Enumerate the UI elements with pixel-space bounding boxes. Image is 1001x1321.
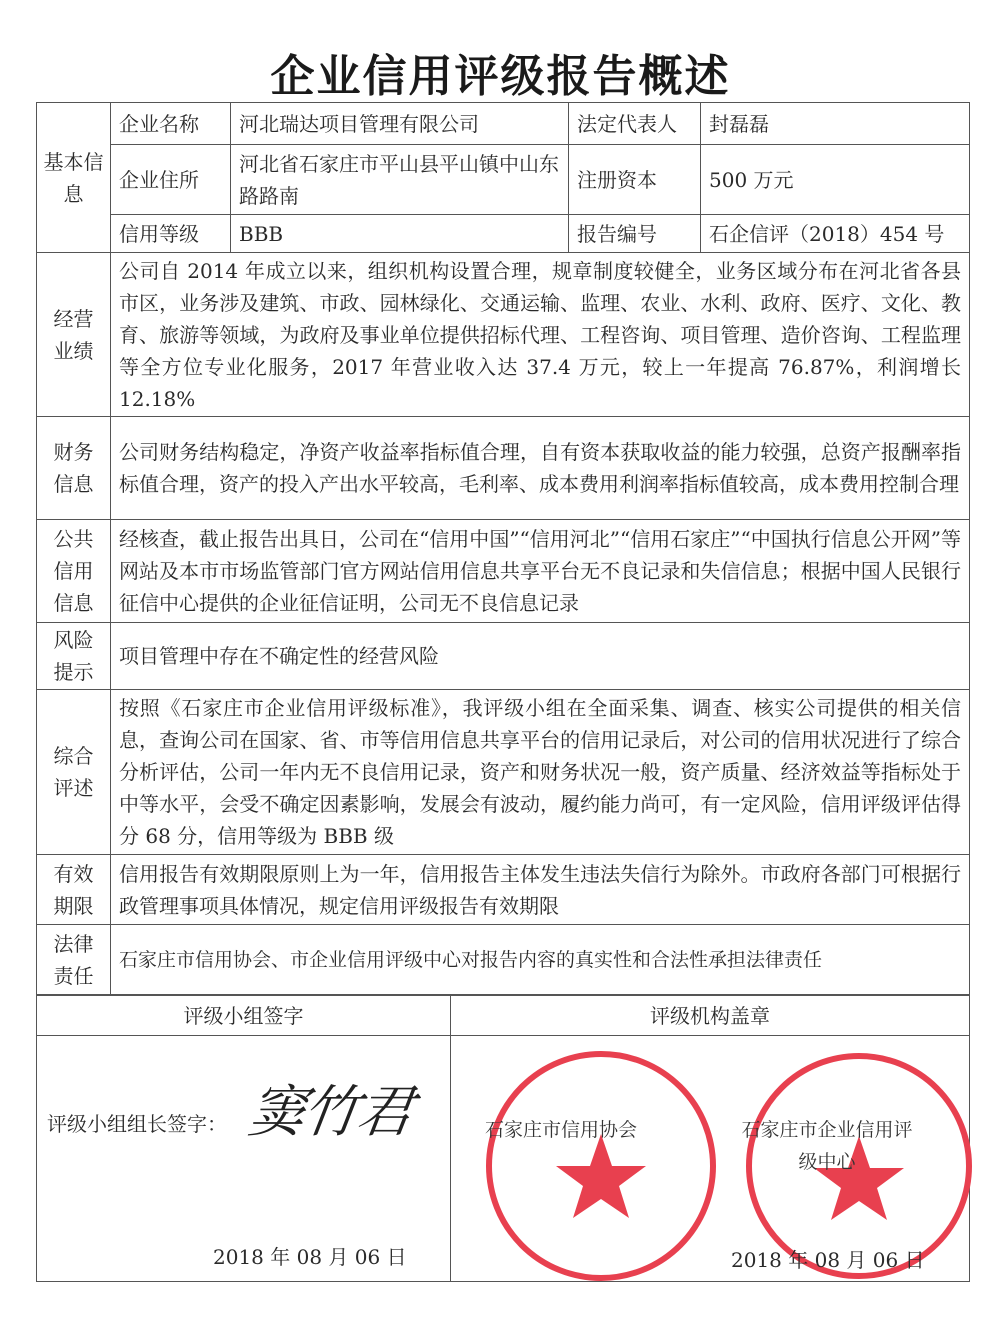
signature-header: 评级小组签字 [37,996,451,1036]
company-name: 河北瑞达项目管理有限公司 [231,103,569,145]
rating-label: 信用等级 [111,215,231,253]
left-date: 2018 年 08 月 06 日 [213,1245,407,1269]
legal-rep-label: 法定代表人 [569,103,701,145]
capital: 500 万元 [701,145,970,215]
leader-label: 评级小组组长签字： [47,1112,227,1136]
seal-area [451,1036,969,1281]
section-text: 项目管理中存在不确定性的经营风险 [111,623,970,690]
section-text: 公司自 2014 年成立以来，组织机构设置合理，规章制度较健全，业务区域分布在河北省各县市区，业务涉及建筑、市政、园林绿化、交通运输、监理、农业、水利、政府、医疗、文化、教育、旅游等领域，为政府及事业单位提供招标代理、工程咨询、项目管理、造价咨询、工程监理等全方位专业化服务，2017 年营业收入达 37.4 万元，较上一年提高 76.87%，利润增长 12.18% [111,253,970,417]
section-label: 公共信用信息 [37,520,111,623]
section-text: 公司财务结构稳定，净资产收益率指标值合理，自有资本获取收益的能力较强，总资产报酬率指标值合理，资产的投入产出水平较高，毛利率、成本费用利润率指标值较高，成本费用控制合理 [111,417,970,520]
seal-header: 评级机构盖章 [451,996,970,1036]
section-text: 信用报告有效期限原则上为一年，信用报告主体发生违法失信行为除外。市政府各部门可根据行政管理事项具体情况，规定信用评级报告有效期限 [111,855,970,925]
company-name-label: 企业名称 [111,103,231,145]
section-label: 综合评述 [37,690,111,855]
section-text: 石家庄市信用协会、市企业信用评级中心对报告内容的真实性和合法性承担法律责任 [111,925,970,995]
page-title: 企业信用评级报告概述 [270,51,731,102]
section-label: 法律责任 [37,925,111,995]
section-label: 风险提示 [37,623,111,690]
section-text: 经核查，截止报告出具日，公司在“信用中国”“信用河北”“信用石家庄”“中国执行信息公开网”等网站及本市市场监管部门官方网站信用信息共享平台无不良记录和失信信息；根据中国人民银行征信中心提供的企业征信证明，公司无不良信息记录 [111,520,970,623]
capital-label: 注册资本 [569,145,701,215]
address-label: 企业住所 [111,145,231,215]
org2-name: 石家庄市企业信用评级中心 [741,1119,913,1173]
legal-rep: 封磊磊 [701,103,970,145]
section-label: 财务信息 [37,417,111,520]
org1-name: 石家庄市信用协会 [485,1119,638,1141]
report-table [36,102,970,995]
rating: BBB [231,215,569,253]
address: 河北省石家庄市平山县平山镇中山东路路南 [231,145,569,215]
section-label: 经营业绩 [37,253,111,417]
handwritten-signature: 窦竹君 [244,1080,416,1145]
right-date: 2018 年 08 月 06 日 [731,1248,925,1272]
section-label-basic [37,103,111,253]
report-no: 石企信评（2018）454 号 [701,215,970,253]
section-label: 有效期限 [37,855,111,925]
section-label-basic-text: 基本信息 [43,149,104,206]
signature-area [37,1036,450,1281]
signature-table [36,995,970,1282]
association-seal [481,1046,721,1286]
section-text: 按照《石家庄市企业信用评级标准》，我评级小组在全面采集、调查、核实公司提供的相关信息，查询公司在国家、省、市等信用信息共享平台的信用记录后，对公司的信用状况进行了综合分析评估，公司一年内无不良信用记录，资产和财务状况一般，资产质量、经济效益等指标处于中等水平，会受不确定因素影响，发展会有波动，履约能力尚可，有一定风险，信用评级评估得分 68 分，信用等级为 BBB 级 [111,690,970,855]
report-no-label: 报告编号 [569,215,701,253]
